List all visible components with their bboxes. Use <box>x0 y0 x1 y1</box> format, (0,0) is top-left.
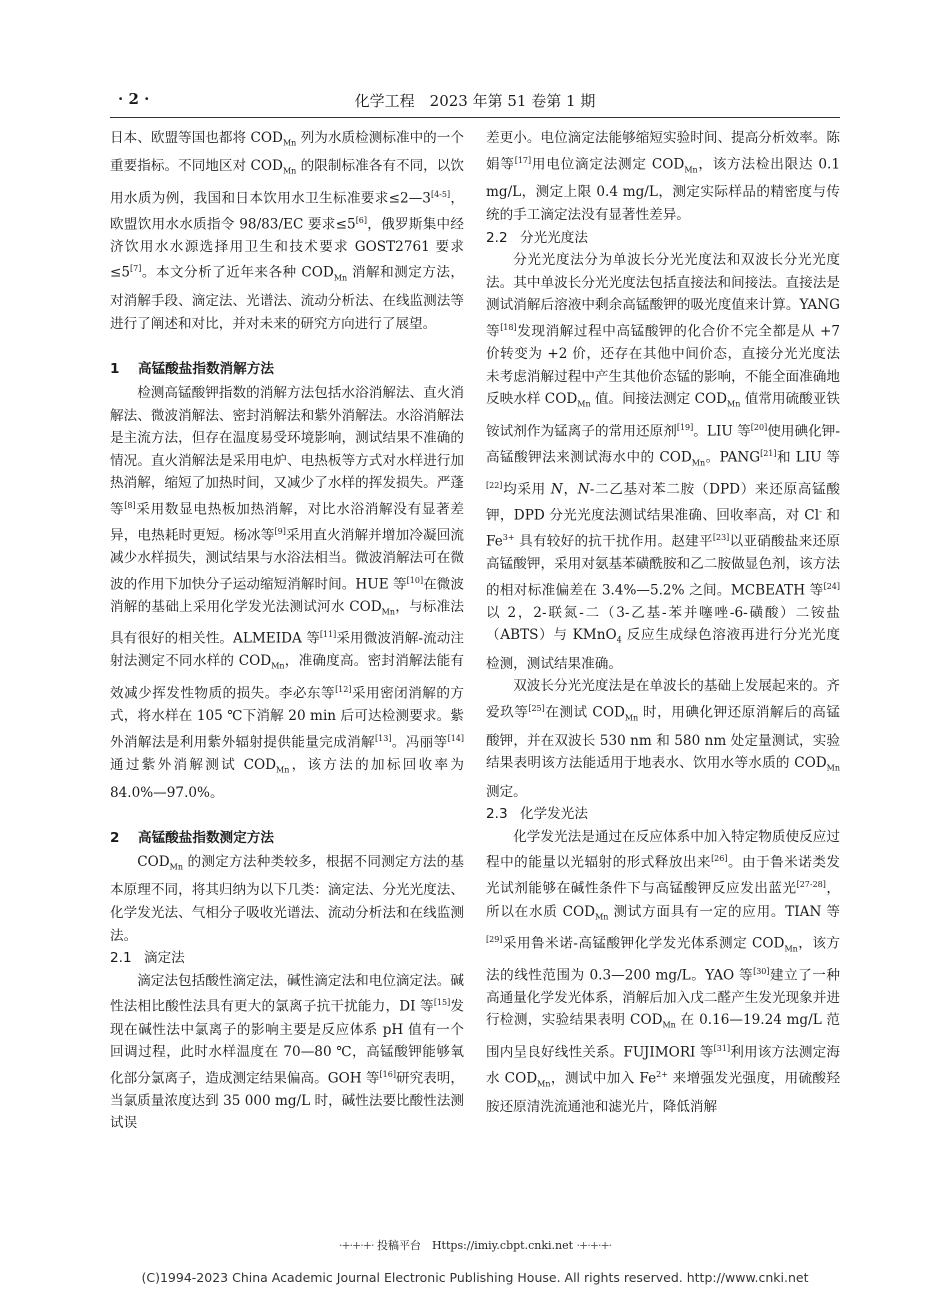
paragraph: $COD_{Mn}$ 的测定方法种类较多，根据不同测定方法的基本原理不同，将其归纳为以下几类：滴定法、分光光度法、化学发光法、气相分子吸收光谱法、流动分析法和在线监测法。 <box>110 854 464 944</box>
subsection-title: 化学发光法 <box>520 806 588 823</box>
paragraph: 双波长分光光度法是在单波长的基础上发展起来的。齐爱玖等[25]在测试 $COD_{Mn}$ 时，用碘化钾还原消解后的高锰酸钾，并在双波长 530 nm 和 580 nm 处定量测试，实验结果表明该方法能适用于地表水、饮用水等水质的 $COD_{Mn}$ 测定。 <box>486 678 841 800</box>
section-number: 1 <box>110 360 120 377</box>
paragraph: 分光光度法分为单波长分光光度法和双波长分光光度法。其中单波长分光光度法包括直接法和间接法。直接法是测试消解后溶液中剩余高锰酸钾的吸光度值来计算。YANG 等[18]发现消解过程中高锰酸钾的化合价不完全都是从 +7 价转变为 +2 价，还存在其他中间价态，直接分光光度法未考虑消解过程中产生其他价态锰的影响，不能全面准确地反映水样 $COD_{Mn}$ 值。间接法测定 $COD_{Mn}$ 值常用硫酸亚铁铵试剂作为锰离子的常用还原剂[19]。LIU 等[20]使用碘化钾-高锰酸钾法来测试海水中的 $COD_{Mn}$。PANG[21]和 LIU 等[22]均采用 N，N-二乙基对苯二胺（DPD）来还原高锰酸钾，DPD 分光光度法测试结果准确、回收率高，对 Cl- 和 $Fe^{3+}$ 具有较好的抗干扰作用。赵建平[23]以亚硝酸盐来还原高锰酸钾，采用对氨基苯磺酰胺和乙二胺做显色剂，该方法的相对标准偏差在 3.4%—5.2% 之间。MCBEATH 等[24]以 2，2-联氮-二（3-乙基-苯并噻唑-6-磺酸）二铵盐（ABTS）与 KMnO$_4$ 反应生成绿色溶液再进行分光光度检测，测试结果准确。 <box>486 252 841 672</box>
paragraph: 日本、欧盟等国也都将 $COD_{Mn}$ 列为水质检测标准中的一个重要指标。不同地区对 $COD_{Mn}$ 的限制标准各有不同，以饮用水质为例，我国和日本饮用水卫生标准要求≤2—3[4-5]，欧盟饮用水水质指令 98/83/EC 要求≤5[6]，俄罗斯集中经济饮用水水源选择用卫生和技术要求 GOST2761 要求≤5[7]。本文分析了近年来各种 $COD_{Mn}$ 消解和测定方法，对消解手段、滴定法、光谱法、流动分析法、在线监测法等进行了阐述和对比，并对未来的研究方向进行了展望。 <box>110 130 465 332</box>
subsection-heading <box>486 803 840 826</box>
paragraph: 检测高锰酸钾指数的消解方法包括水浴消解法、直火消解法、微波消解法、密封消解法和紫外消解法。水浴消解法是主流方法，但存在温度易受环境影响，测试结果不准确的情况。直火消解法是采用电炉、电热板等方式对水样进行加热消解，缩短了加热时间，又减少了水样的挥发损失。严蓬等[8]采用数显电热板加热消解，对比水浴消解没有显著差异，电热耗时更短。杨冰等[9]采用直火消解并增加冷凝回流减少水样损失，测试结果与水浴法相当。微波消解法可在微波的作用下加快分子运动缩短消解时间。HUE 等[10]在微波消解的基础上采用化学发光法测试河水 $COD_{Mn}$，与标准法具有很好的相关性。ALMEIDA 等[11]采用微波消解-流动注射法测定不同水样的 $COD_{Mn}$，准确度高。密封消解法能有效减少挥发性物质的损失。李必东等[12]采用密闭消解的方式，将水样在 105 ℃下消解 20 min 后可达检测要求。紫外消解法是利用紫外辐射提供能量完成消解[13]。冯丽等[14]通过紫外消解测试 $COD_{Mn}$，该方法的加标回收率为 84.0%—97.0%。 <box>110 385 465 801</box>
section-title: 高锰酸盐指数消解方法 <box>138 360 274 377</box>
running-header <box>0 90 950 114</box>
section-number: 2 <box>110 829 120 846</box>
paragraph: 滴定法包括酸性滴定法，碱性滴定法和电位滴定法。碱性法相比酸性法具有更大的氯离子抗干扰能力，DI 等[15]发现在碱性法中氯离子的影响主要是反应体系 pH 值有一个回调过程，此时水样温度在 70—80 ℃，高锰酸钾能够氧化部分氯离子，造成测定结果偏高。GOH 等[16]研究表明，当氯质量浓度达到 35 000 mg/L 时，碱性法要比酸性法测试误 <box>110 972 465 1132</box>
section-heading <box>110 827 464 850</box>
subsection-heading <box>486 227 840 250</box>
subsection-number: 2.1 <box>110 950 132 967</box>
header-rule <box>110 117 840 118</box>
submission-footer <box>0 1237 950 1253</box>
subsection-number: 2.2 <box>486 229 508 246</box>
footer-ornament-right: ·+·+·+· <box>576 1239 612 1252</box>
subsection-title: 分光光度法 <box>520 229 588 246</box>
page-number: · 2 · <box>118 90 150 108</box>
left-column <box>110 127 464 1135</box>
copyright-line: (C)1994-2023 China Academic Journal Electronic Publishing House. All rights reserved. http://www.cnki.net <box>141 1270 809 1285</box>
subsection-heading <box>110 947 464 970</box>
paragraph: 差更小。电位滴定法能够缩短实验时间、提高分析效率。陈娟等[17]用电位滴定法测定 $COD_{Mn}$，该方法检出限达 0.1 mg/L，测定上限 0.4 mg/L，测定实际样品的精密度与传统的手工滴定法没有显著性差异。 <box>486 130 840 224</box>
right-column <box>486 127 840 1118</box>
subsection-title: 滴定法 <box>144 950 185 967</box>
footer-ornament-left: ·+·+·+· <box>338 1239 374 1252</box>
paragraph: 化学发光法是通过在反应体系中加入特定物质使反应过程中的能量以光辐射的形式释放出来[26]。由于鲁米诺类发光试剂能够在碱性条件下与高锰酸钾反应发出蓝光[27-28]，所以在水质 $COD_{Mn}$ 测试方面具有一定的应用。TIAN 等[29]采用鲁米诺-高锰酸钾化学发光体系测定 $COD_{Mn}$，该方法的线性范围为 0.3—200 mg/L。YAO 等[30]建立了一种高通量化学发光体系，消解后加入戊二醛产生发光现象并进行检测，实验结果表明 $COD_{Mn}$ 在 0.16—19.24 mg/L 范围内呈良好线性关系。FUJIMORI 等[31]利用该方法测定海水 $COD_{Mn}$，测试中加入 $Fe^{2+}$ 来增强发光强度，用硫酸羟胺还原清洗流通池和滤光片，降低消解 <box>486 828 841 1115</box>
section-title: 高锰酸盐指数测定方法 <box>138 829 274 846</box>
section-heading <box>110 358 464 381</box>
subsection-number: 2.3 <box>486 806 508 823</box>
journal-title: 化学工程 2023 年第 51 卷第 1 期 <box>354 92 596 110</box>
submission-link[interactable]: 投稿平台 Https://imiy.cbpt.cnki.net <box>376 1239 574 1252</box>
